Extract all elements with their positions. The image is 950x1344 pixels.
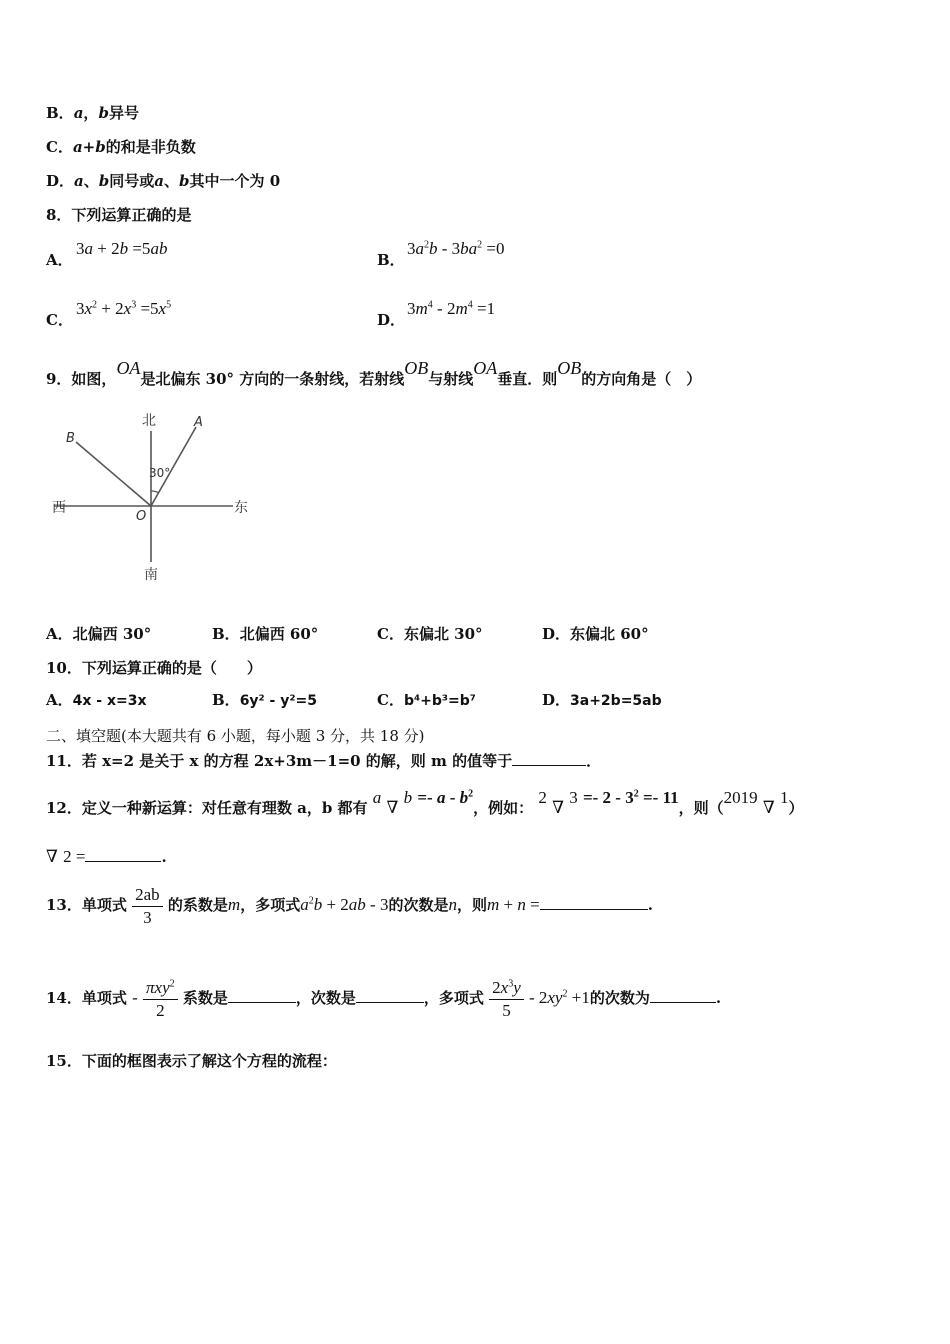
q9-option-a: A．北偏西 30° xyxy=(46,625,152,643)
q7-option-d: D．a、b同号或a、b其中一个为 0 xyxy=(46,172,281,190)
angle-label: 30° xyxy=(149,466,171,480)
q8-option-b-expr: $3a^2b - 3ba^2 =0$ xyxy=(407,239,505,258)
west-label: 西 xyxy=(52,500,66,516)
q14-fraction-2: $\frac{2x^3y}{5}$ xyxy=(489,977,524,1022)
q13-answer-blank xyxy=(540,895,648,910)
q13-fraction: $\frac{2ab}{3}$ xyxy=(132,884,163,929)
q7-option-b: B．a，b异号 xyxy=(46,104,139,122)
point-a-label: A xyxy=(194,415,203,430)
q12: 12．定义一种新运算：对任意有理数 a，b 都有 a ∇ $b =- a - b^2$，例如： 2 ∇ $3 =- 2 - 3^2 =- 11$，则（2019 ∇ 1） xyxy=(46,788,804,817)
q12-line2: ∇ 2 = . xyxy=(46,847,167,866)
q9-option-b: B．北偏西 60° xyxy=(212,625,319,643)
q8-option-c-expr: $3x^2 + 2x^3 =5x^5$ xyxy=(76,299,172,318)
q10-option-d: D．3a+2b=5ab xyxy=(542,691,662,709)
q14-blank-degree xyxy=(356,988,424,1003)
angle-arc xyxy=(151,491,159,493)
north-label: 北 xyxy=(142,413,156,429)
q14-blank-poly-degree xyxy=(650,988,716,1003)
q10-option-b: B．6y² - y²=5 xyxy=(212,691,317,709)
q9-option-d: D．东偏北 60° xyxy=(542,625,649,643)
q9-direction-figure xyxy=(40,405,270,590)
q8-option-d: D． xyxy=(377,311,406,329)
q8-option-d-expr: $3m^4 - 2m^4 =1$ xyxy=(407,299,496,318)
q13: 13．单项式 $\frac{2ab}{3}$ 的系数是m，多项式$a^2b + 2ab - 3$的次数是n，则m + n = . xyxy=(46,884,653,927)
point-o-label: O xyxy=(136,509,147,524)
section-fill-in-title: 二、填空题(本大题共有 6 小题，每小题 3 分，共 18 分) xyxy=(46,727,425,745)
east-label: 东 xyxy=(234,500,248,516)
q10-option-c: C．b⁴+b³=b⁷ xyxy=(377,691,476,709)
q10-stem: 10．下列运算正确的是（ ） xyxy=(46,659,262,677)
ray-ob xyxy=(76,442,151,506)
q8-option-a: A． xyxy=(46,251,73,269)
q14-fraction-1: $\frac{\pi xy^2}{2}$ xyxy=(143,977,178,1022)
q8-stem: 8．下列运算正确的是 xyxy=(46,206,192,224)
q8-option-a-expr: 3a + 2b =5ab xyxy=(76,239,168,258)
q7-option-c: C．a+b的和是非负数 xyxy=(46,138,196,156)
south-label: 南 xyxy=(144,567,158,583)
q12-answer-blank xyxy=(85,847,161,862)
q14: 14．单项式 - $\frac{\pi xy^2}{2}$ 系数是 ，次数是 ，多项式 $\frac{2x^3y}{5}$ - $2xy^2 +1$的次数为 . xyxy=(46,977,722,1020)
point-b-label: B xyxy=(66,431,75,446)
q10-option-a: A．4x - x=3x xyxy=(46,691,147,709)
q8-option-b: B． xyxy=(377,251,405,269)
q15: 15．下面的框图表示了解这个方程的流程： xyxy=(46,1052,337,1070)
q11: 11．若 x=2 是关于 x 的方程 2x+3m－1=0 的解，则 m 的值等于 ． xyxy=(46,752,602,770)
q9-stem: 9．如图，OA是北偏东 30° 方向的一条射线，若射线OB与射线OA垂直．则OB的方向角是（ ） xyxy=(46,358,702,388)
q9-option-c: C．东偏北 30° xyxy=(377,625,483,643)
q11-answer-blank xyxy=(512,751,586,766)
q14-blank-coefficient xyxy=(228,988,296,1003)
q8-option-c: C． xyxy=(46,311,73,329)
